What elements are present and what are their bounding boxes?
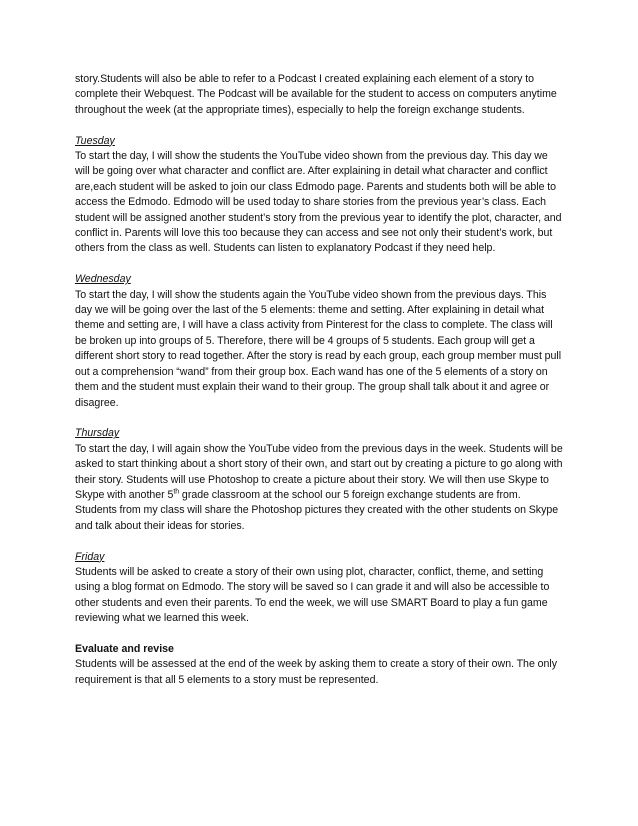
thursday-text-part2: grade classroom at the school our 5 foreign exchange students are from. Students from my class will share the Photoshop pictures they created with the other students on Skype and talk about their ideas for stories. [75,488,559,532]
thursday-text-part1: To start the day, I will again show the YouTube video from the previous days in the week. Students will be asked to start thinking about a short story of their own, and start out by creating a picture to go along with their story. Students will use Photoshop to create a picture about their story. We will then use Skype to Skype with another 5 [75,442,563,501]
document-body [75,72,565,704]
evaluate-heading: Evaluate and revise [75,642,174,655]
thursday-heading: Thursday [75,427,120,440]
thursday-paragraph [75,442,565,534]
thursday-superscript: th [173,488,180,496]
friday-paragraph: Students will be asked to create a story of their own using plot, character, conflict, theme, and setting using a blog format on Edmodo. The story will be saved so I can grade it and will also be accessible to other students and even their parents. To end the week, we will use SMART Board to play a fun game reviewing what we learned this week. [75,565,550,625]
intro-paragraph: story.Students will also be able to refer to a Podcast I created explaining each element of a story to complete their Webquest. The Podcast will be available for the student to access on computers anytime throughout the week (at the appropriate times), especially to help the foreign exchange students. [75,73,557,116]
evaluate-paragraph: Students will be assessed at the end of the week by asking them to create a story of their own. The only requirement is that all 5 elements to a story must be represented. [75,658,558,686]
tuesday-heading: Tuesday [75,134,115,147]
wednesday-paragraph: To start the day, I will show the students again the YouTube video shown from the previous days. This day we will be going over the last of the 5 elements: theme and setting. After explaining in detail what theme and setting are, I will have a class activity from Pinterest for the class to complete. The class will be broken up into groups of 5. Therefore, there will be 4 groups of 5 students. Each group will get a different short story to read together. After the story is read by each group, each group member must pull out a comprehension “wand” from their group box. Each wand has one of the 5 elements of a story on them and the student must explain their wand to their group. The group shall talk about it and agree or disagree. [75,288,562,409]
wednesday-heading: Wednesday [75,273,131,286]
tuesday-paragraph: To start the day, I will show the students the YouTube video shown from the previous day. This day we will be going over what character and conflict are. After explaining in detail what character and conflict are,each student will be asked to join our class Edmodo page. Parents and students both will be able to access the Edmodo. Edmodo will be used today to share stories from the previous year’s class. Each student will be assigned another student’s story from the previous year to identify the plot, character, and conflict in. Parents will love this too because they can access and see not only their student’s work, but others from the class as well. Students can listen to explanatory Podcast if they need help. [75,150,562,255]
friday-heading: Friday [75,550,105,563]
